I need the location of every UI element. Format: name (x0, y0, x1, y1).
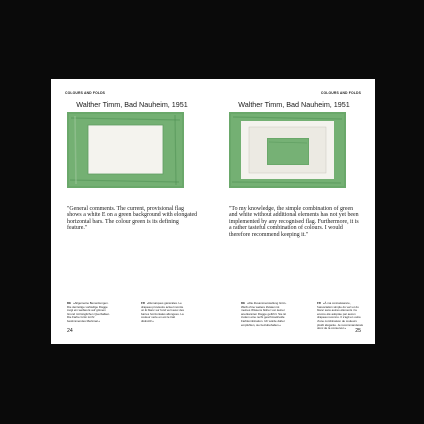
lang-code-de: DE (67, 301, 72, 305)
lang-code-de: DE (241, 301, 246, 305)
lang-code-fr: FR (317, 301, 321, 305)
painting-title: Walther Timm, Bad Nauheim, 1951 (238, 100, 350, 109)
note-french (317, 302, 363, 331)
left-page (51, 79, 213, 344)
quote-text: "To my knowledge, the simple combination of green and white without additional elements has not yet been implemented by any recognised flag. Furthermore, it is a rather tasteful combination of colours. I would therefore recommend keeping it." (229, 206, 359, 238)
lang-code-fr: FR (141, 301, 145, 305)
quote-text: "General comments. The current, provisional flag shows a white E on a green background with elongated horizontal bars. The colour green is its defining feature." (67, 206, 198, 232)
note-german-text: »Die Zusammenstellung Grün-Weiß ohne weitere Zutaten ist meines Wissens bisher von keiner anerkannten Flagge geführt. Sie ist zudem eine recht geschmackvolle Farbkombination. Ich würde daher empfehlen, sie beizubehalten.« (241, 301, 287, 327)
flag-painting-single-frame (67, 112, 184, 188)
flag-painting-nested-frame (229, 112, 346, 188)
page-number: 25 (355, 328, 361, 334)
running-header: COLOURS AND FOLDS (65, 91, 106, 95)
right-page (213, 79, 375, 344)
painting-title: Walther Timm, Bad Nauheim, 1951 (76, 100, 188, 109)
page-number: 24 (67, 328, 73, 334)
note-french-text: «Remarques générales. Le drapeau provisoire actuel montre un E blanc sur fond vert avec des barres horizontales allongées. La couleur verte en est le trait distinctif.» (141, 301, 184, 323)
note-german (241, 302, 287, 327)
running-header: COLOURS AND FOLDS (320, 91, 361, 95)
note-german-text: »Allgemeine Bemerkungen. Die derzeitige vorläufige Flagge zeigt ein weißes E auf grünem Grund mit länglichen Querbalken. Die Farbe Grün ist ihr bestimmendes Merkmal.« (67, 301, 111, 323)
note-french (141, 302, 187, 324)
note-french-text: «À ma connaissance, l'association simple du vert et du blanc sans autres éléments n'a encore été adoptée par aucun drapeau reconnu. Il s'agit en outre d'une combinaison de couleurs plutôt élégante. Je recommanderais donc de la conserver.» (317, 301, 363, 331)
note-german (67, 302, 113, 324)
